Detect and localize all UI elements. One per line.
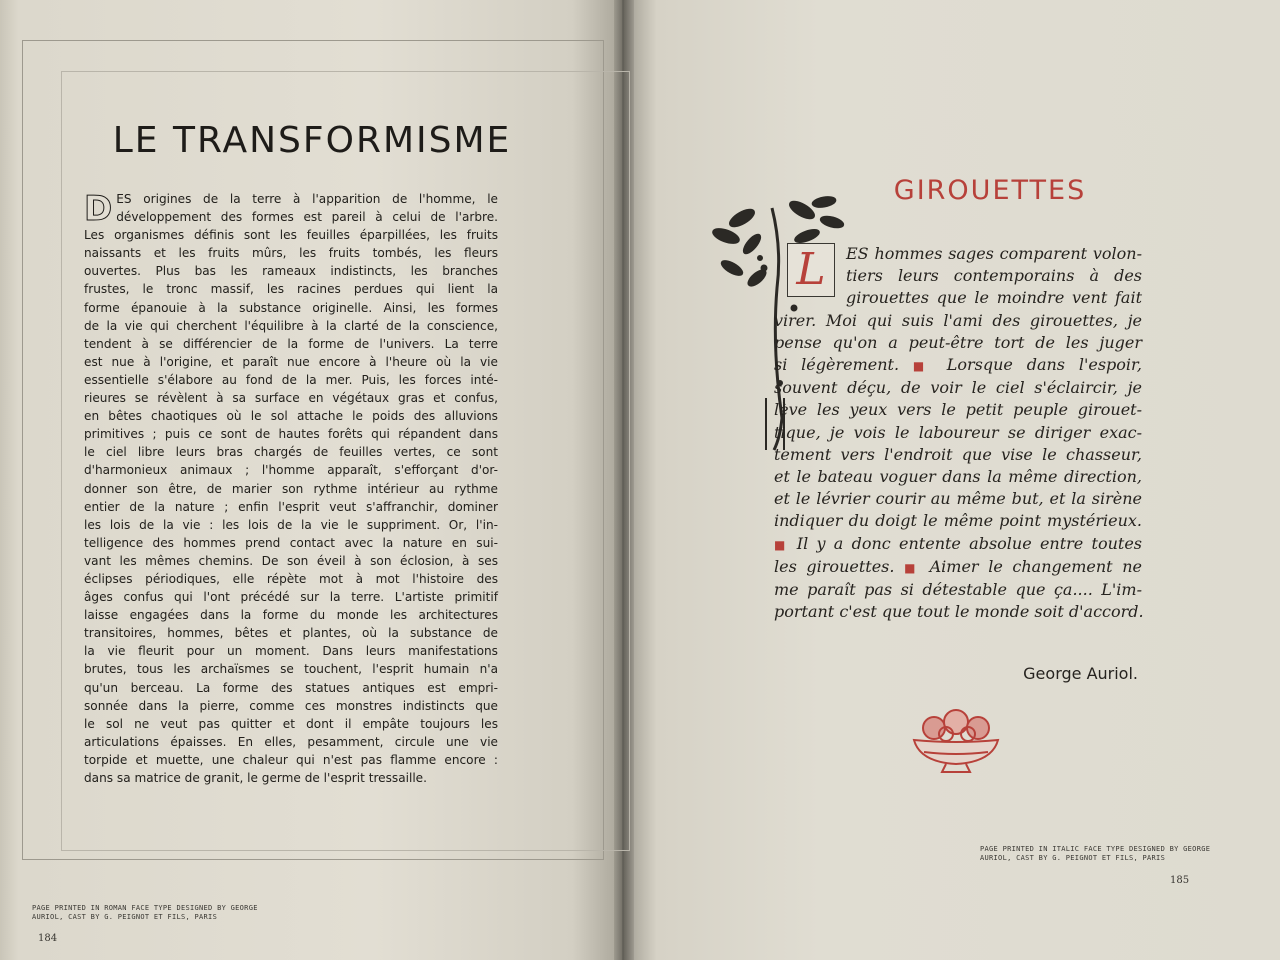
credit-line: PAGE PRINTED IN ROMAN FACE TYPE DESIGNED BY GEORGE (32, 904, 258, 912)
section-mark-icon: ■ (912, 359, 933, 374)
text-line: les lois de la vie : les lois de la vie le suppriment. Or, l'in- (84, 517, 498, 532)
text-line: le ciel libre leurs bras chargés de feuilles vertes, ce sont (84, 445, 498, 460)
dropcap-letter: D (84, 189, 113, 229)
text-line: virer. Moi qui suis l'ami des girouettes, je (774, 310, 1142, 330)
text-line: torpide et muette, une chaleur qui n'est pas flamme encore : (84, 752, 498, 767)
text-line: en bêtes chaotiques où le sol attache le poids des alluvions (84, 409, 498, 424)
text-line: girouettes que le moindre vent fait (846, 288, 1142, 308)
text-line: me paraît pas si détestable que ça.... L'im- (774, 580, 1142, 600)
text-line: entier de la nature ; enfin l'esprit veut s'affranchir, dominer (84, 499, 498, 514)
initial-letter-box: L (787, 243, 835, 297)
page-number-left: 184 (38, 933, 58, 944)
author-signature: George Auriol. (1023, 664, 1138, 683)
left-page-title: LE TRANSFORMISME (112, 120, 512, 161)
text-line: Les organismes définis sont les feuilles éparpillées, les fruits (84, 228, 498, 243)
text-line: tement vers l'endroit que vise le chasseur, (774, 444, 1142, 464)
text-line: dans sa matrice de granit, le germe de l'esprit tressaille. (84, 771, 427, 785)
text-line: éclipses périodiques, elle répète mot à mot l'histoire des (84, 571, 498, 586)
text-line: tique, je vois le laboureur se diriger exac- (774, 422, 1142, 442)
text-line: ouvertes. Plus bas les rameaux indistincts, les branches (84, 264, 498, 279)
text-line: tiers leurs contemporains à des (846, 266, 1142, 286)
fruit-bowl-ornament-icon (906, 700, 1006, 776)
page-number-right: 185 (1170, 875, 1190, 886)
section-mark-icon: ■ (904, 560, 920, 575)
text-line: la vie fleurit pour un moment. Dans leurs manifestations (84, 644, 498, 659)
text-line: développement des formes est pareil à celui de l'arbre. (116, 210, 498, 225)
text-line: rieures se révèlent à sa surface en végétaux gras et confus, (84, 391, 498, 406)
text-line: indiquer du doigt le même point mystérieux. (774, 511, 1142, 531)
right-page-title: GIROUETTES (893, 175, 1087, 206)
text-line: frustes, le tronc massif, les racines perdues qui lient la (84, 282, 498, 297)
credit-line: AURIOL, CAST BY G. PEIGNOT ET FILS, PARIS (980, 854, 1166, 862)
text-line: le sol ne veut pas quitter et dont il empâte toujours les (84, 716, 498, 731)
left-page-body (84, 190, 498, 787)
text-line: si légèrement. ■ Lorsque dans l'espoir, (774, 355, 1143, 375)
credit-line: AURIOL, CAST BY G. PEIGNOT ET FILS, PARIS (32, 913, 218, 921)
text-line: ES origines de la terre à l'apparition de l'homme, le (116, 192, 498, 206)
text-line: ■ Il y a donc entente absolue entre toutes (774, 533, 1143, 553)
text-line: d'harmonieux animaux ; l'homme apparaît, s'efforçant d'or- (84, 463, 498, 478)
section-mark-icon: ■ (774, 537, 789, 552)
text-line: portant c'est que tout le monde soit d'accord. (774, 602, 1144, 622)
text-line: est nue à l'origine, et paraît nue encore à l'heure où la vie (84, 354, 498, 369)
text-line: telligence des hommes prend contact avec la nature en sui- (84, 535, 498, 550)
text-line: pense qu'on a peut-être tort de les juger (774, 332, 1142, 352)
credit-line: PAGE PRINTED IN ITALIC FACE TYPE DESIGNED BY GEORGE (980, 845, 1211, 853)
text-line: âges confus qui l'ont précédé sur la terre. L'artiste primitif (84, 590, 498, 605)
text-line: tendent à se différencier de la forme de l'univers. La terre (84, 336, 498, 351)
text-line: naissants et les fruits mûrs, les fruits tombés, les fleurs (84, 246, 498, 261)
text-line: souvent déçu, de voir le ciel s'éclaircir, je (774, 378, 1142, 398)
text-line: laisse engagées dans la forme du monde les architectures (84, 608, 498, 623)
text-line: de la vie qui cherchent l'équilibre à la clarté de la conscience, (84, 318, 498, 333)
text-line: articulations épaisses. En elles, pesamment, circule une vie (84, 734, 498, 749)
text-line: et le lévrier courir au même but, et la sirène (774, 489, 1142, 509)
text-line: et le bateau voguer dans la même direction, (774, 467, 1142, 487)
right-page-body (774, 243, 1142, 623)
text-line: ES hommes sages comparent volon- (846, 244, 1142, 263)
right-typeface-credit (980, 845, 1220, 863)
text-line: lève les yeux vers le petit peuple girouet- (774, 400, 1142, 420)
text-line: qu'un berceau. La forme des statues antiques est empri- (84, 680, 498, 695)
text-line: les girouettes. ■ Aimer le changement ne (774, 556, 1143, 576)
left-typeface-credit (32, 904, 292, 922)
text-line: brutes, tous les archaïsmes se touchent, l'esprit humain n'a (84, 662, 498, 677)
text-line: forme épanouie à la substance originelle. Ainsi, les formes (84, 300, 498, 315)
text-line: donner son être, de marier son rythme intérieur au rythme (84, 481, 498, 496)
text-line: transitoires, hommes, bêtes et plantes, où la substance de (84, 626, 498, 641)
text-line: sonnée dans la pierre, comme ces monstres indistincts que (84, 698, 498, 713)
text-line: essentielle s'élabore au fond de la mer. Puis, les forces inté- (84, 372, 498, 387)
text-line: vant les mêmes chemins. De son éveil à son éclosion, à ses (84, 553, 498, 568)
text-line: primitives ; puis ce sont de hautes forêts qui répandent dans (84, 427, 498, 442)
